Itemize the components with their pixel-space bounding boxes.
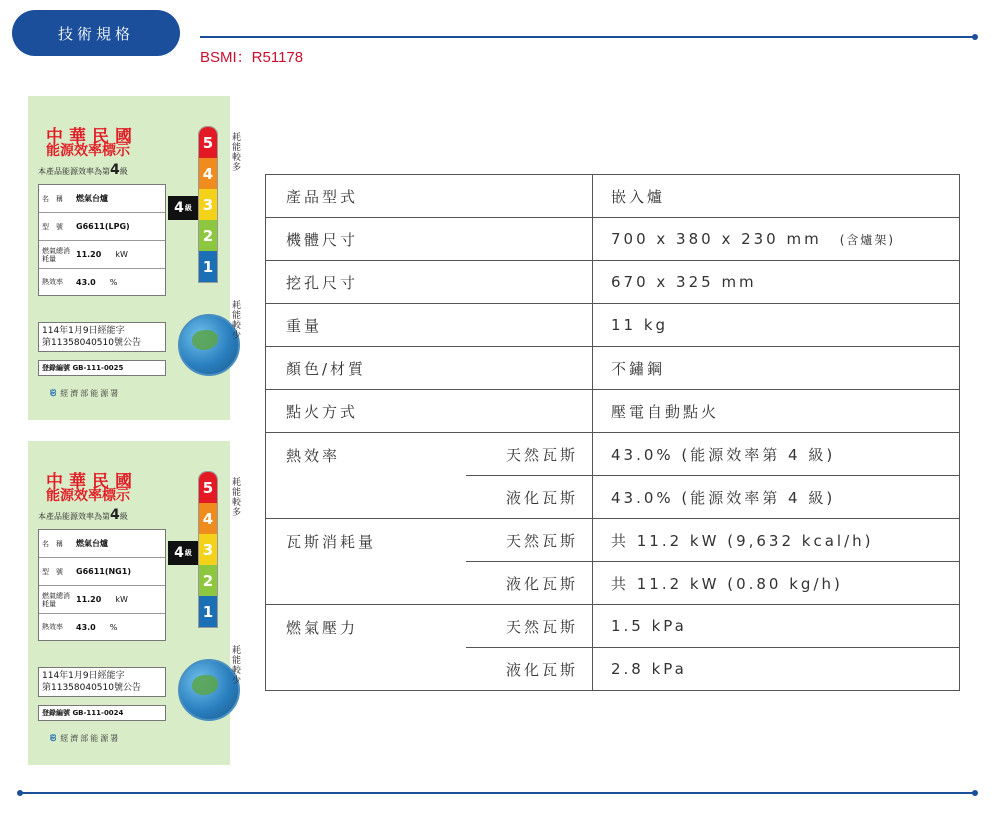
spec-row-efficiency-ng (266, 433, 960, 476)
spec-row-ignition (266, 390, 960, 433)
spec-value: 不鏽鋼 (593, 347, 960, 390)
spec-row-product-type (266, 175, 960, 218)
label-info-box: 名 稱 燃氣台爐 型 號 G6611(LPG) 燃氣總消耗量 11.20 kW 熱效率 43.0 % (38, 184, 166, 296)
spec-value: 2.8 kPa (593, 648, 960, 691)
label-subtitle: 能源效率標示 (46, 488, 130, 504)
label-info-box: 名 稱 燃氣台爐 型 號 G6611(NG1) 燃氣總消耗量 11.20 kW 熱效率 43.0 % (38, 529, 166, 641)
spec-key: 挖孔尺寸 (266, 261, 593, 304)
label-announcement: 114年1月9日經能字 第11358040510號公告 (38, 322, 166, 352)
gas-type: 液化瓦斯 (466, 648, 593, 691)
gas-type: 天然瓦斯 (466, 605, 593, 648)
spec-value: 43.0% (能源效率第 4 級) (593, 433, 960, 476)
label-subtitle: 能源效率標示 (46, 143, 130, 159)
spec-key: 點火方式 (266, 390, 593, 433)
spec-value: 670 x 325 mm (593, 261, 960, 304)
spec-row-pressure-ng (266, 605, 960, 648)
gas-type: 天然瓦斯 (466, 433, 593, 476)
spec-value: 嵌入爐 (593, 175, 960, 218)
scale-2: 2 (199, 565, 217, 596)
label-grade-text: 本產品能源效率為第4級 (38, 162, 128, 178)
scale-2: 2 (199, 220, 217, 251)
gas-type: 天然瓦斯 (466, 519, 593, 562)
scale-3: 3 (199, 534, 217, 565)
spec-key: 燃氣壓力 (266, 605, 467, 691)
energy-label-lpg (28, 96, 240, 420)
scale-5: 5 (199, 472, 217, 503)
grade-flag: 4 級 (168, 541, 198, 565)
scale-4: 4 (199, 158, 217, 189)
spec-value: 共 11.2 kW (9,632 kcal/h) (593, 519, 960, 562)
scale-5: 5 (199, 127, 217, 158)
spec-value: 共 11.2 kW (0.80 kg/h) (593, 562, 960, 605)
label-serial: 登錄編號 GB-111-0025 (38, 360, 166, 376)
spec-value: 43.0% (能源效率第 4 級) (593, 476, 960, 519)
spec-key: 重量 (266, 304, 593, 347)
spec-key: 瓦斯消耗量 (266, 519, 467, 605)
scale-3: 3 (199, 189, 217, 220)
label-footer: ଞ 經濟部能源署 (50, 733, 121, 744)
gas-type: 液化瓦斯 (466, 476, 593, 519)
label-serial: 登錄編號 GB-111-0024 (38, 705, 166, 721)
label-grade-text: 本產品能源效率為第4級 (38, 507, 128, 523)
grade-flag: 4 級 (168, 196, 198, 220)
bottom-rule (20, 792, 975, 794)
more-energy-text: 耗能較多 (230, 132, 240, 172)
label-announcement: 114年1月9日經能字 第11358040510號公告 (38, 667, 166, 697)
spec-value: 壓電自動點火 (593, 390, 960, 433)
efficiency-scale (198, 471, 218, 628)
scale-1: 1 (199, 596, 217, 627)
section-title: 技術規格 (12, 10, 180, 56)
spec-value: 700 x 380 x 230 mm (含爐架) (593, 218, 960, 261)
efficiency-scale (198, 126, 218, 283)
gas-type: 液化瓦斯 (466, 562, 593, 605)
bsmi-number: BSMI：R51178 (200, 49, 304, 66)
spec-value: 11 kg (593, 304, 960, 347)
bureau-logo-icon: ଞ (50, 388, 57, 399)
spec-row-material (266, 347, 960, 390)
spec-key: 產品型式 (266, 175, 593, 218)
top-rule (200, 36, 975, 38)
energy-label-ng (28, 441, 240, 765)
less-energy-text: 耗能較少 (230, 300, 240, 340)
spec-row-weight (266, 304, 960, 347)
label-title: 中華民國 (46, 472, 138, 492)
label-footer: ଞ 經濟部能源署 (50, 388, 121, 399)
less-energy-text: 耗能較少 (230, 645, 240, 685)
spec-row-consumption-ng (266, 519, 960, 562)
spec-key: 顏色/材質 (266, 347, 593, 390)
more-energy-text: 耗能較多 (230, 477, 240, 517)
spec-row-size (266, 218, 960, 261)
scale-4: 4 (199, 503, 217, 534)
scale-1: 1 (199, 251, 217, 282)
label-title: 中華民國 (46, 127, 138, 147)
bureau-logo-icon: ଞ (50, 733, 57, 744)
spec-row-cutout (266, 261, 960, 304)
spec-table (265, 174, 960, 691)
spec-key: 熱效率 (266, 433, 467, 519)
spec-value: 1.5 kPa (593, 605, 960, 648)
spec-key: 機體尺寸 (266, 218, 593, 261)
